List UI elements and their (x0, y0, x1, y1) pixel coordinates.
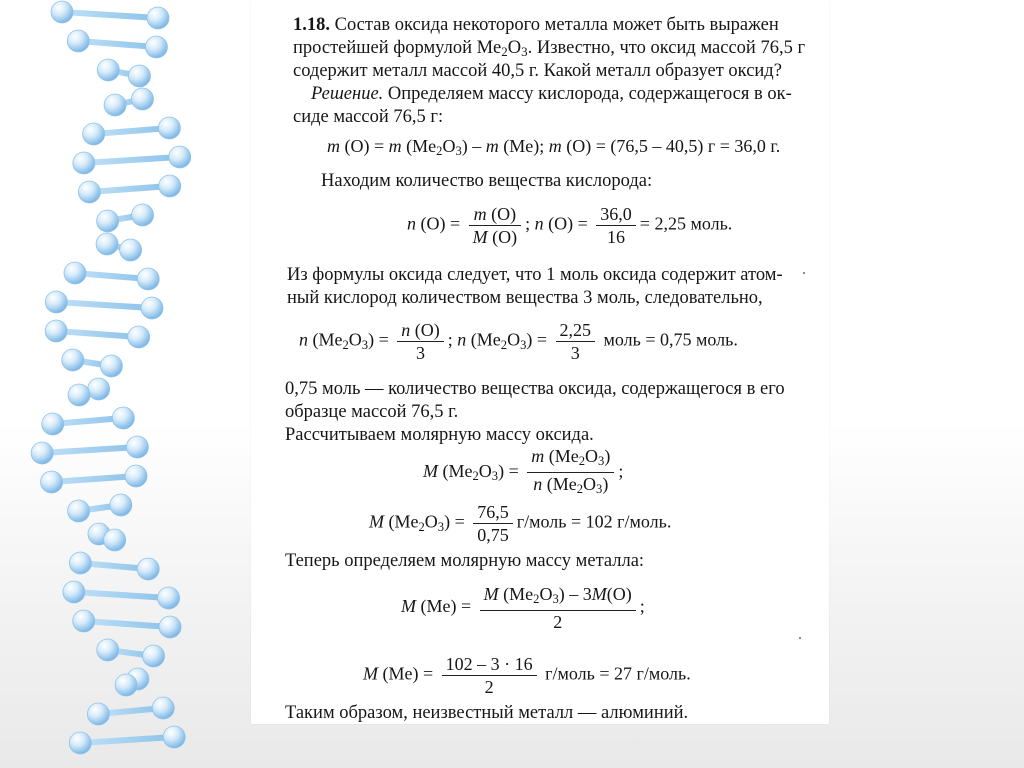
problem-line-3: содержит металл массой 40,5 г. Какой металл образует оксид? (293, 61, 782, 81)
dna-sphere (97, 59, 119, 81)
dna-sphere (64, 262, 86, 284)
dna-sphere (126, 436, 148, 458)
dna-sphere (73, 152, 95, 174)
dna-sphere (51, 1, 73, 23)
dna-sphere (169, 146, 191, 168)
dna-rung (56, 302, 152, 308)
para2-line-2: ный кислород количеством вещества 3 моль, следовательно, (287, 288, 763, 308)
equation-molar-mass-oxide-value: M $(Me_2O_3)$ = $\frac{76,5}{0,75}$ г/моль = 102 г/моль. (369, 502, 672, 545)
dna-rung (56, 331, 138, 337)
dna-rung (80, 737, 174, 743)
dna-sphere (68, 500, 90, 522)
dna-sphere (143, 645, 165, 667)
dna-sphere (131, 88, 153, 110)
text-molar-metal: Теперь определяем молярную массу металла: (285, 551, 645, 571)
dna-rung (42, 447, 137, 453)
dna-sphere (69, 552, 91, 574)
dna-rung (52, 476, 136, 482)
dna-sphere (96, 233, 118, 255)
para2-line-1: Из формулы оксида следует, что 1 моль оксида содержит атом- (287, 265, 783, 285)
dna-sphere (147, 7, 169, 29)
equation-oxygen-mass: m (O) = m $(Me_2O_3)$ – m (Me); m (O) = (76,5 – 40,5) г = 36,0 г. (327, 136, 781, 159)
dna-sphere (163, 726, 185, 748)
dna-sphere (137, 268, 159, 290)
para3-line-3: Рассчитываем молярную массу оксида. (285, 425, 594, 445)
dna-sphere (97, 210, 119, 232)
dna-rung (84, 621, 170, 627)
dna-rung (89, 186, 169, 192)
dna-rung (62, 12, 158, 18)
dna-sphere (125, 465, 147, 487)
dna-sphere (128, 326, 150, 348)
dna-sphere (83, 123, 105, 145)
equation-molar-mass-metal-value: M (Me) = $\frac{102 - 3 \cdot 16}{2}$ г/моль = 27 г/моль. (363, 654, 691, 697)
dna-sphere (120, 239, 142, 261)
dna-sphere (132, 204, 154, 226)
dna-sphere (158, 117, 180, 139)
solution-line-1: Решение. Определяем массу кислорода, содержащегося в ок- (311, 84, 792, 104)
dna-sphere (63, 581, 85, 603)
dna-sphere (104, 94, 126, 116)
dna-sphere (42, 413, 64, 435)
para3-line-2: образце массой 76,5 г. (285, 402, 459, 422)
dna-sphere (112, 407, 134, 429)
dna-sphere (67, 30, 89, 52)
dna-helix-decoration (0, 0, 240, 768)
equation-oxygen-amount: n (O) = $\frac{m (O)}{M (O)}$ ; n (O) = $\frac{36,0}{16}$ = 2,25 моль. (407, 204, 733, 247)
dna-sphere (128, 65, 150, 87)
dna-sphere (45, 291, 67, 313)
dna-rung (74, 592, 169, 598)
dna-rung (78, 41, 156, 47)
dna-sphere (100, 355, 122, 377)
dna-sphere (104, 529, 126, 551)
dna-sphere (110, 494, 132, 516)
dna-sphere (88, 378, 110, 400)
dna-sphere (152, 697, 174, 719)
dna-sphere (45, 320, 67, 342)
dna-sphere (158, 587, 180, 609)
equation-molar-mass-oxide-formula: M $(Me_2O_3)$ = $\frac{m (Me_2O_3)}{n (Me_2O_3)}$ ; (423, 446, 624, 497)
dna-sphere (73, 610, 95, 632)
textbook-scan (251, 0, 829, 724)
equation-oxide-amount: n $(Me_2O_3)$ = $\frac{n (O)}{3}$ ; n $(Me_2O_3)$ = $\frac{2,25}{3}$ моль = 0,75 моль. (299, 320, 738, 363)
dna-sphere (141, 297, 163, 319)
scan-speck (799, 637, 801, 639)
problem-line-1: 1.18. Состав оксида некоторого металла может быть выражен (293, 15, 779, 35)
solution-line-2: сиде массой 76,5 г: (293, 107, 444, 127)
dna-sphere (62, 349, 84, 371)
dna-sphere (159, 616, 181, 638)
dna-rung (84, 157, 180, 163)
equation-molar-mass-metal-formula: M (Me) = $\frac{M (Me_2O_3) - 3M(O)}{2}$ ; (401, 584, 645, 633)
dna-sphere (31, 442, 53, 464)
scan-speck (803, 272, 805, 274)
para3-line-1: 0,75 моль — количество вещества оксида, содержащегося в его (285, 379, 785, 399)
dna-sphere (145, 36, 167, 58)
text-amount-oxygen: Находим количество вещества кислорода: (321, 171, 653, 191)
dna-sphere (68, 384, 90, 406)
dna-sphere (137, 558, 159, 580)
dna-sphere (41, 471, 63, 493)
problem-line-2: простейшей формулой $Me_2O_3$. Известно, что оксид массой 76,5 г (293, 38, 806, 60)
dna-sphere (159, 175, 181, 197)
dna-sphere (69, 732, 91, 754)
conclusion-line: Таким образом, неизвестный металл — алюминий. (285, 703, 689, 723)
dna-sphere (87, 703, 109, 725)
dna-sphere (97, 639, 119, 661)
dna-sphere (78, 181, 100, 203)
dna-sphere (115, 674, 137, 696)
